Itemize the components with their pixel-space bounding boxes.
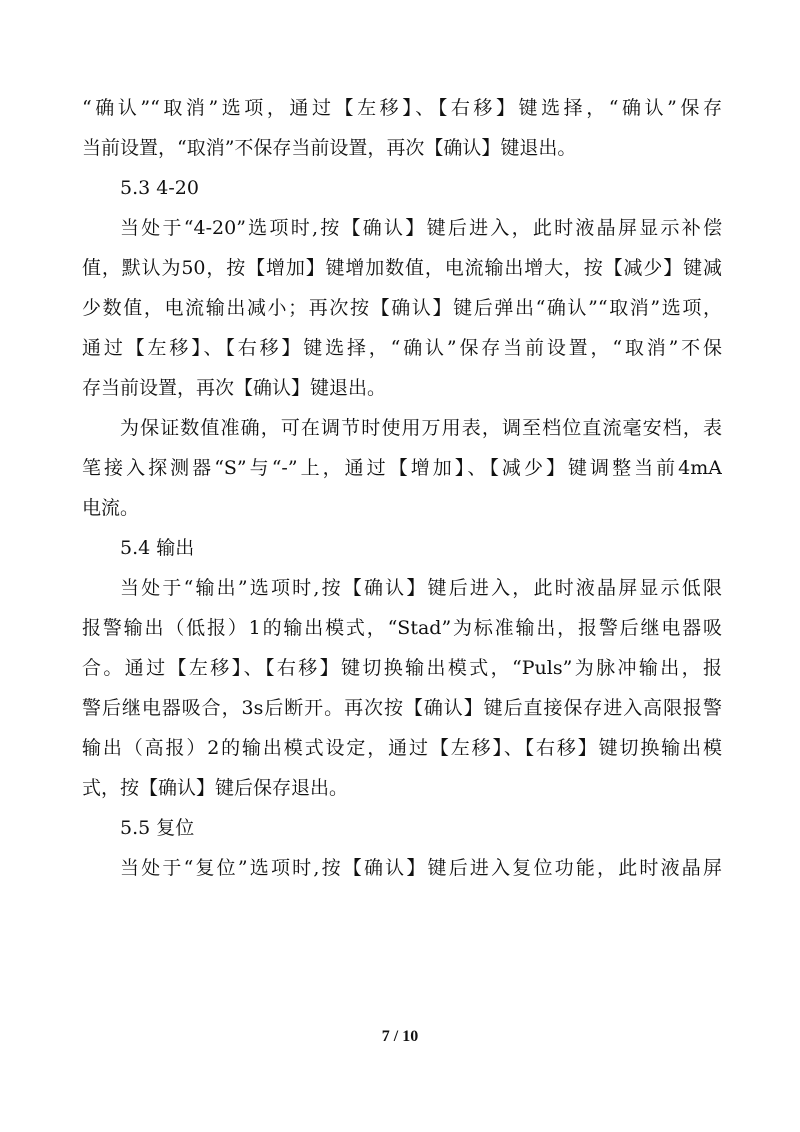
paragraph-line: 笔接入探测器“S”与“-”上，通过【增加】、【减少】键调整当前4mA bbox=[82, 457, 722, 479]
paragraph-line: 当处于“4-20”选项时,按【确认】键后进入，此时液晶屏显示补偿 bbox=[120, 217, 722, 239]
paragraph-line: 通过【左移】、【右移】键选择，“确认”保存当前设置，“取消”不保 bbox=[82, 337, 722, 359]
paragraph-line: 少数值，电流输出减小；再次按【确认】键后弹出“确认”“取消”选项， bbox=[82, 297, 722, 319]
paragraph-line: 报警输出（低报）1的输出模式，“Stad”为标准输出，报警后继电器吸 bbox=[82, 617, 722, 639]
page-number: 7 / 10 bbox=[381, 1028, 419, 1045]
section-heading-5-5: 5.5 复位 bbox=[120, 817, 195, 839]
paragraph-line: 为保证数值准确，可在调节时使用万用表，调至档位直流毫安档，表 bbox=[120, 417, 722, 439]
paragraph-line: 输出（高报）2的输出模式设定，通过【左移】、【右移】键切换输出模 bbox=[82, 737, 722, 759]
paragraph-line: 当处于“复位”选项时,按【确认】键后进入复位功能，此时液晶屏 bbox=[120, 857, 722, 879]
paragraph-line: 式，按【确认】键后保存退出。 bbox=[82, 777, 349, 799]
section-heading-5-3: 5.3 4-20 bbox=[120, 177, 199, 199]
paragraph-line: “确认”“取消”选项，通过【左移】、【右移】键选择，“确认”保存 bbox=[82, 97, 722, 119]
paragraph-line: 当处于“输出”选项时,按【确认】键后进入，此时液晶屏显示低限 bbox=[120, 577, 722, 599]
paragraph-line: 当前设置，“取消”不保存当前设置，再次【确认】键退出。 bbox=[82, 137, 577, 159]
paragraph-line: 存当前设置，再次【确认】键退出。 bbox=[82, 377, 387, 399]
paragraph-line: 值，默认为50，按【增加】键增加数值，电流输出增大，按【减少】键减 bbox=[82, 257, 722, 279]
body-text bbox=[82, 88, 722, 888]
paragraph-line: 合。通过【左移】、【右移】键切换输出模式，“Puls”为脉冲输出，报 bbox=[82, 657, 722, 679]
paragraph-line: 电流。 bbox=[82, 497, 140, 519]
paragraph-line: 警后继电器吸合，3s后断开。再次按【确认】键后直接保存进入高限报警 bbox=[82, 697, 722, 719]
section-heading-5-4: 5.4 输出 bbox=[120, 537, 195, 559]
